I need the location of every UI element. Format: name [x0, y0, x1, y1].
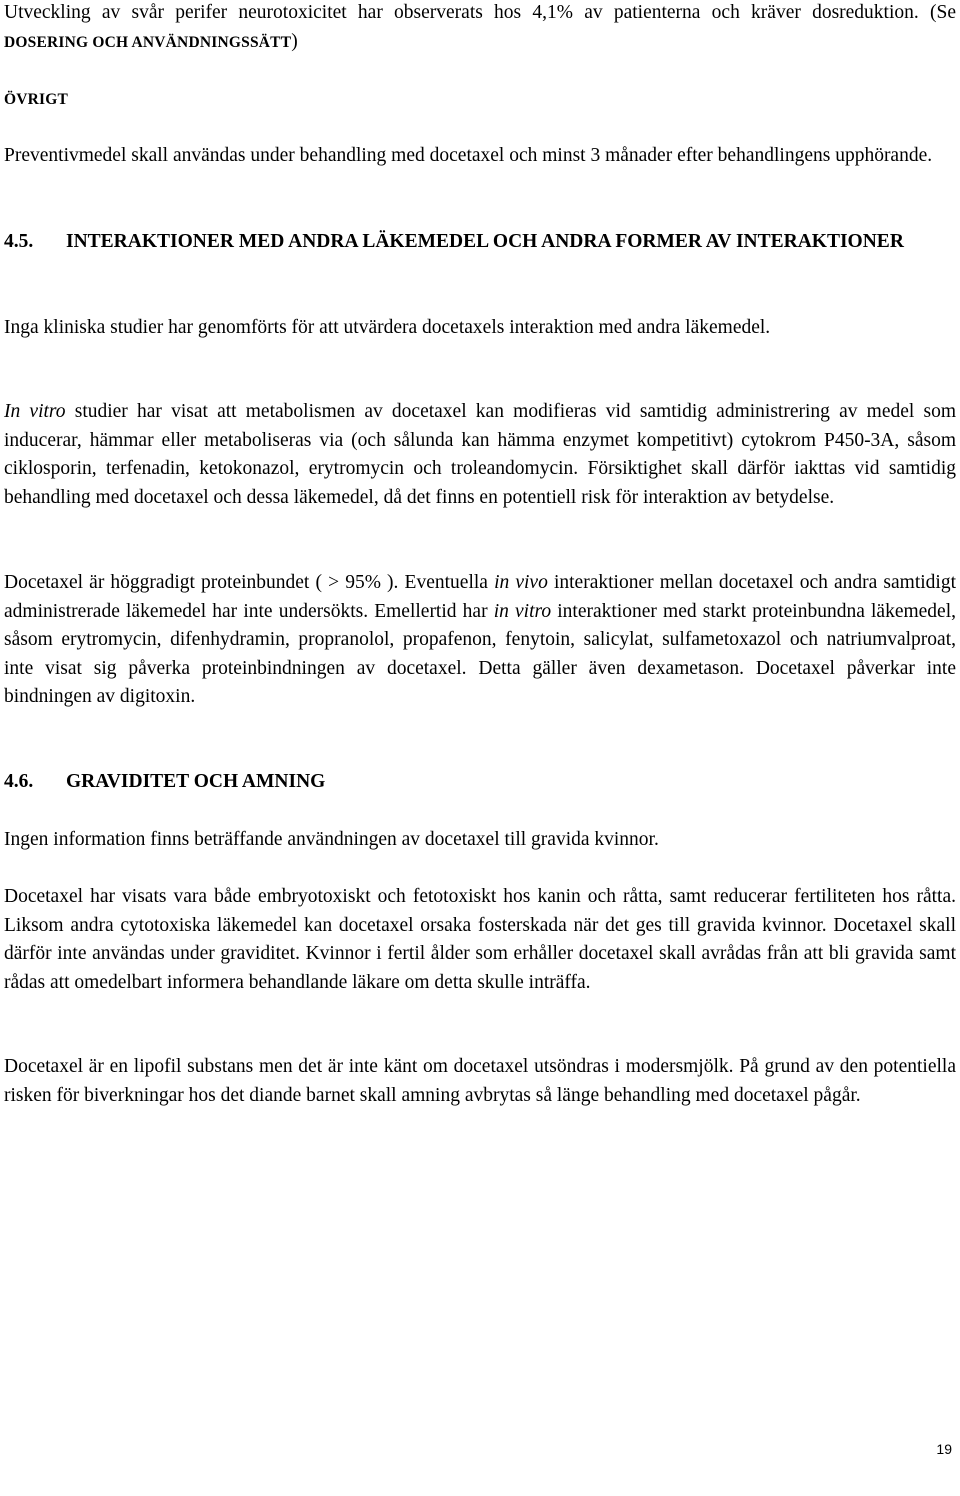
document-page [4, 0, 956, 1496]
in-vitro-italic-2: in vitro [493, 600, 552, 622]
contraception-paragraph: Preventivmedel skall användas under behandling med docetaxel och minst 3 månader efter behandlingens upphörande. [4, 145, 933, 166]
section-4-6-number: 4.6. [4, 771, 34, 792]
section-4-5-paragraph-3 [4, 569, 956, 712]
section-4-5-paragraph-1: Inga kliniska studier har genomförts för att utvärdera docetaxels interaktion med andra läkemedel. [4, 317, 771, 338]
section-4-6-heading [4, 768, 956, 797]
intro-paragraph [4, 0, 956, 57]
intro-text-end: ) [291, 30, 298, 52]
section-4-5-title: INTERAKTIONER MED ANDRA LÄKEMEDEL OCH ANDRA FORMER AV INTERAKTIONER [66, 231, 904, 252]
section-4-6-paragraph-3: Docetaxel är en lipofil substans men det är inte känt om docetaxel utsöndras i modersmjölk. På grund av den potentiella risken för biverkningar hos det diande barnet skall amning avbrytas så länge behandling med docetaxel pågår. [4, 1056, 956, 1106]
intro-text: Utveckling av svår perifer neurotoxicitet har observerats hos 4,1% av patienterna och kräver dosreduktion. (Se [4, 2, 956, 23]
paragraph-3-text-a: Docetaxel är höggradigt proteinbundet ( > 95% ). Eventuella [4, 572, 495, 593]
ovrigt-heading: ÖVRIGT [4, 91, 69, 108]
in-vitro-italic: In vitro [4, 401, 66, 422]
paragraph-2-text: studier har visat att metabolismen av docetaxel kan modifieras vid samtidig administrering av medel som inducerar, hämmar eller metaboliseras via (och sålunda kan hämma enzymet kompetitivt) cytokrom P450-3A, såsom ciklosporin, terfenadin, ketokonazol, erytromycin och troleandomycin. Försiktighet skall därför iakttas vid samtidig behandling med docetaxel och dessa läkemedel, då det finns en potentiell risk för interaktion av betydelse. [4, 401, 957, 508]
paragraph-3-text-c: interaktioner med starkt proteinbundna läkemedel, såsom erytromycin, difenhydramin, propranolol, propafenon, fenytoin, salicylat, sulfametoxazol och natriumvalproat, inte visat sig påverka proteinbindningen av docetaxel. Detta gäller även dexametason. Docetaxel påverkar inte bindningen av digitoxin. [4, 600, 956, 707]
section-4-6-paragraph-2: Docetaxel har visats vara både embryotoxiskt och fetotoxiskt hos kanin och råtta, samt reducerar fertiliteten hos råtta. Liksom andra cytotoxiska läkemedel kan docetaxel orsaka fosterskada när det ges till gravida kvinnor. Docetaxel skall därför inte användas under graviditet. Kvinnor i fertil ålder som erhåller docetaxel skall avrådas från att bli gravida samt rådas att omedelbart informera behandlande läkare om detta skulle inträffa. [4, 886, 956, 993]
section-4-6-paragraph-1: Ingen information finns beträffande användningen av docetaxel till gravida kvinnor. [4, 829, 659, 850]
in-vivo-italic: in vivo [494, 572, 548, 593]
section-4-6-title: GRAVIDITET OCH AMNING [66, 771, 326, 792]
section-4-5-paragraph-2 [4, 398, 956, 512]
page-number: 19 [936, 1441, 952, 1457]
section-4-5-heading [4, 228, 956, 285]
paragraph-3-text-b: interaktioner mellan docetaxel och andra samtidigt administrerade läkemedel har inte undersökts. Emellertid har [4, 572, 957, 622]
dosage-reference: DOSERING OCH ANVÄNDNINGSSÄTT [4, 33, 292, 51]
section-4-5-number: 4.5. [4, 231, 34, 252]
